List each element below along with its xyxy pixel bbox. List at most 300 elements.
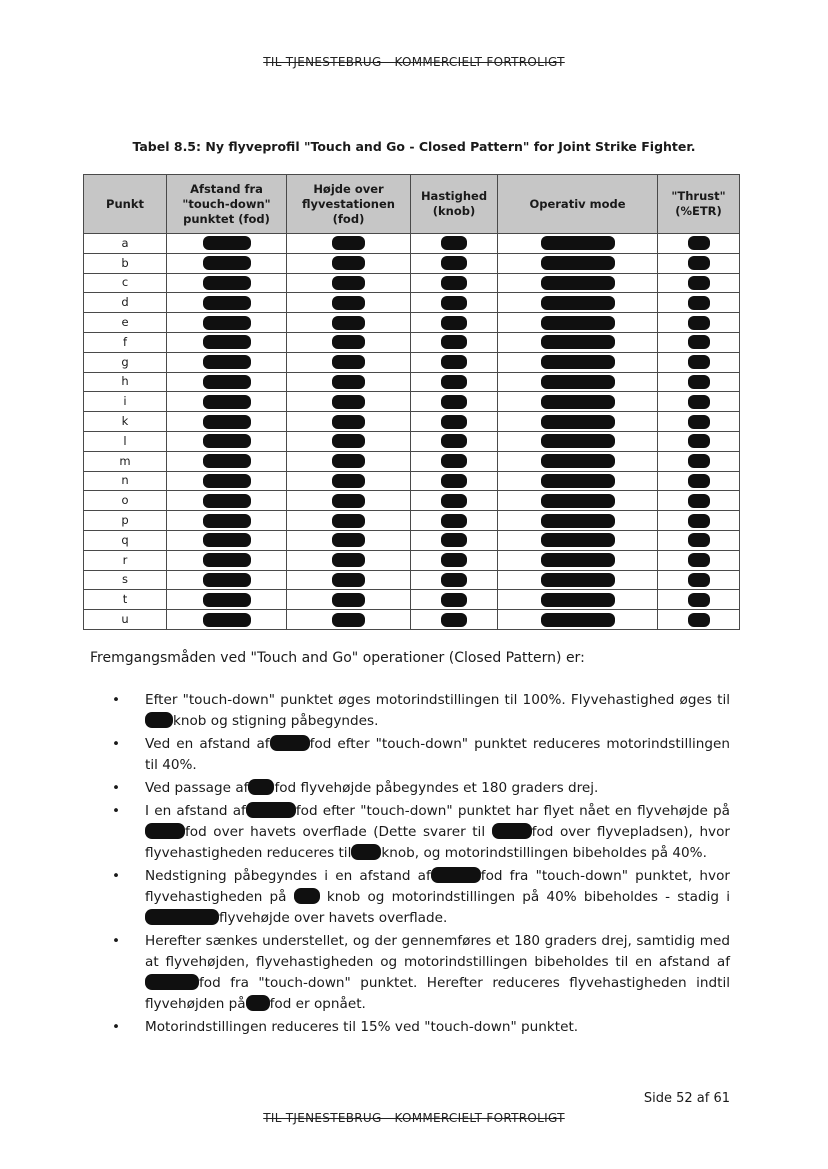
redaction <box>688 256 710 270</box>
table-row <box>84 273 740 293</box>
redacted-cell <box>167 253 287 273</box>
redacted-cell <box>287 372 411 392</box>
redacted-cell <box>658 491 740 511</box>
header-mode: Operativ mode <box>498 175 658 234</box>
step-text: knob og motorindstillingen på 40% bibeholdes - stadig i <box>319 889 730 905</box>
redaction <box>332 474 365 488</box>
redaction <box>203 236 251 250</box>
redaction <box>541 236 615 250</box>
redaction <box>332 553 365 567</box>
header-distance-line2: "touch-down" <box>182 196 271 211</box>
redaction <box>688 316 710 330</box>
redacted-cell <box>167 511 287 531</box>
redacted-cell <box>498 471 658 491</box>
redaction <box>332 494 365 508</box>
redaction <box>441 454 467 468</box>
table-row <box>84 610 740 630</box>
redaction <box>332 454 365 468</box>
redacted-cell <box>167 550 287 570</box>
redaction <box>203 415 251 429</box>
redaction <box>441 434 467 448</box>
redaction <box>332 276 365 290</box>
redaction <box>294 888 320 904</box>
redacted-cell <box>498 352 658 372</box>
redacted-cell <box>411 293 498 313</box>
redacted-cell <box>658 273 740 293</box>
redaction <box>688 355 710 369</box>
table-row <box>84 511 740 531</box>
procedure-step <box>112 778 730 799</box>
step-text: fod fra "touch-down" punktet. Herefter reduceres flyvehastigheden indtil flyvehøjden på <box>145 975 730 1012</box>
point-cell: p <box>84 511 167 531</box>
redaction <box>203 395 251 409</box>
redaction <box>688 474 710 488</box>
redaction <box>145 974 199 990</box>
redaction <box>203 494 251 508</box>
redaction <box>541 533 615 547</box>
header-thrust-line1: "Thrust" <box>671 189 726 203</box>
redacted-cell <box>287 491 411 511</box>
redaction <box>441 474 467 488</box>
redaction <box>332 355 365 369</box>
redaction <box>332 415 365 429</box>
redaction <box>203 434 251 448</box>
header-distance <box>167 175 287 234</box>
redaction <box>688 415 710 429</box>
redaction <box>203 474 251 488</box>
redaction <box>332 256 365 270</box>
header-distance-line3: punktet (fod) <box>183 211 270 226</box>
classification-footer: TIL TJENESTEBRUG - KOMMERCIELT FORTROLIGT <box>263 1111 565 1125</box>
redacted-cell <box>411 352 498 372</box>
redacted-cell <box>167 234 287 254</box>
redacted-cell <box>498 332 658 352</box>
step-text: Motorindstillingen reduceres til 15% ved "touch-down" punktet. <box>145 1019 579 1035</box>
redacted-cell <box>658 471 740 491</box>
redacted-cell <box>411 570 498 590</box>
procedure-intro: Fremgangsmåden ved "Touch and Go" operationer (Closed Pattern) er: <box>90 650 585 666</box>
redacted-cell <box>167 431 287 451</box>
redacted-cell <box>411 530 498 550</box>
point-cell: g <box>84 352 167 372</box>
redacted-cell <box>167 491 287 511</box>
redacted-cell <box>287 332 411 352</box>
redacted-cell <box>498 273 658 293</box>
redaction <box>332 296 365 310</box>
redaction <box>492 823 532 839</box>
header-speed-line1: Hastighed <box>420 189 488 203</box>
redaction <box>441 355 467 369</box>
point-cell: k <box>84 412 167 432</box>
step-text: Efter "touch-down" punktet øges motorindstillingen til 100%. Flyvehastighed øges til <box>145 692 730 708</box>
redaction <box>203 573 251 587</box>
redaction <box>688 573 710 587</box>
table-row <box>84 471 740 491</box>
redaction <box>332 533 365 547</box>
redacted-cell <box>498 392 658 412</box>
redacted-cell <box>498 451 658 471</box>
redaction <box>688 593 710 607</box>
redaction <box>541 415 615 429</box>
redaction <box>441 296 467 310</box>
redacted-cell <box>498 610 658 630</box>
point-cell: f <box>84 332 167 352</box>
redaction <box>332 514 365 528</box>
redacted-cell <box>287 530 411 550</box>
redacted-cell <box>287 610 411 630</box>
redaction <box>688 395 710 409</box>
table-row <box>84 352 740 372</box>
redacted-cell <box>287 431 411 451</box>
bullet: • <box>112 933 121 949</box>
redaction <box>541 316 615 330</box>
redacted-cell <box>287 471 411 491</box>
redaction <box>688 553 710 567</box>
redaction <box>441 593 467 607</box>
table-row <box>84 293 740 313</box>
redaction <box>688 454 710 468</box>
bullet: • <box>112 868 121 884</box>
redacted-cell <box>498 253 658 273</box>
redaction <box>688 236 710 250</box>
redacted-cell <box>498 431 658 451</box>
redaction <box>332 236 365 250</box>
redaction <box>688 533 710 547</box>
header-altitude-line3: (fod) <box>332 211 365 226</box>
redacted-cell <box>411 313 498 333</box>
point-cell: s <box>84 570 167 590</box>
redaction <box>441 375 467 389</box>
redaction <box>203 533 251 547</box>
redaction <box>541 296 615 310</box>
header-altitude <box>287 175 411 234</box>
redacted-cell <box>658 372 740 392</box>
redacted-cell <box>498 293 658 313</box>
redaction <box>431 867 481 883</box>
redacted-cell <box>498 511 658 531</box>
redacted-cell <box>658 352 740 372</box>
redacted-cell <box>287 412 411 432</box>
redaction <box>145 823 185 839</box>
redaction <box>203 296 251 310</box>
redacted-cell <box>411 451 498 471</box>
redacted-cell <box>411 550 498 570</box>
step-text: fod fra "touch-down" punktet, hvor flyvehastigheden på <box>145 868 730 905</box>
redacted-cell <box>411 610 498 630</box>
redaction <box>688 494 710 508</box>
procedure-step <box>112 1017 730 1038</box>
redacted-cell <box>287 392 411 412</box>
redacted-cell <box>498 412 658 432</box>
step-text: Nedstigning påbegyndes i en afstand af <box>145 868 431 884</box>
step-text: I en afstand af <box>145 803 246 819</box>
table-row <box>84 412 740 432</box>
redaction <box>246 995 270 1011</box>
redaction <box>441 553 467 567</box>
step-text: Herefter sænkes understellet, og der gennemføres et 180 graders drej, samtidig med at flyvehøjden, flyvehastigheden og motorindstillingen bibeholdes til en afstand af <box>145 933 730 970</box>
bullet: • <box>112 736 121 752</box>
redacted-cell <box>658 610 740 630</box>
redaction <box>441 316 467 330</box>
redacted-cell <box>658 392 740 412</box>
table-row <box>84 253 740 273</box>
step-text: knob og stigning påbegyndes. <box>173 713 379 729</box>
redaction <box>688 296 710 310</box>
redaction <box>203 256 251 270</box>
redaction <box>351 844 381 860</box>
point-cell: t <box>84 590 167 610</box>
redaction <box>541 395 615 409</box>
redaction <box>203 375 251 389</box>
step-text: fod er opnået. <box>269 996 366 1012</box>
step-text: Ved en afstand af <box>145 736 270 752</box>
redacted-cell <box>287 352 411 372</box>
redaction <box>441 236 467 250</box>
point-cell: u <box>84 610 167 630</box>
table-row <box>84 530 740 550</box>
redacted-cell <box>411 372 498 392</box>
redaction <box>145 909 219 925</box>
table-row <box>84 431 740 451</box>
redaction <box>541 375 615 389</box>
redacted-cell <box>167 530 287 550</box>
redacted-cell <box>167 352 287 372</box>
table-row <box>84 372 740 392</box>
redaction <box>688 276 710 290</box>
redaction <box>541 454 615 468</box>
header-speed <box>411 175 498 234</box>
redacted-cell <box>411 471 498 491</box>
redaction <box>541 553 615 567</box>
redacted-cell <box>498 372 658 392</box>
redacted-cell <box>167 273 287 293</box>
redaction <box>688 434 710 448</box>
bullet: • <box>112 1019 121 1035</box>
procedure-step <box>112 866 730 929</box>
redacted-cell <box>167 332 287 352</box>
redacted-cell <box>658 412 740 432</box>
header-point: Punkt <box>84 175 167 234</box>
redacted-cell <box>498 590 658 610</box>
classification-header: TIL TJENESTEBRUG - KOMMERCIELT FORTROLIGT <box>263 55 565 69</box>
bullet: • <box>112 692 121 708</box>
redaction <box>441 494 467 508</box>
redaction <box>145 712 173 728</box>
redaction <box>541 593 615 607</box>
point-cell: d <box>84 293 167 313</box>
redacted-cell <box>167 412 287 432</box>
procedure-step <box>112 931 730 1015</box>
redacted-cell <box>287 511 411 531</box>
redacted-cell <box>411 253 498 273</box>
table-row <box>84 590 740 610</box>
redacted-cell <box>167 610 287 630</box>
header-altitude-line1: Højde over <box>313 181 384 196</box>
redacted-cell <box>411 332 498 352</box>
redacted-cell <box>411 491 498 511</box>
bullet: • <box>112 780 121 796</box>
redaction <box>203 454 251 468</box>
redaction <box>541 355 615 369</box>
redacted-cell <box>658 451 740 471</box>
redacted-cell <box>167 293 287 313</box>
redacted-cell <box>658 530 740 550</box>
redaction <box>203 335 251 349</box>
flight-profile-table <box>83 174 740 630</box>
redacted-cell <box>287 234 411 254</box>
redacted-cell <box>411 234 498 254</box>
redaction <box>441 256 467 270</box>
step-text: knob, og motorindstillingen bibeholdes på 40%. <box>381 845 707 861</box>
step-text: fod over flyvepladsen), hvor flyvehastigheden reduceres til <box>145 824 731 861</box>
redacted-cell <box>411 431 498 451</box>
table-row <box>84 570 740 590</box>
redacted-cell <box>658 234 740 254</box>
redacted-cell <box>658 590 740 610</box>
redacted-cell <box>167 372 287 392</box>
redaction <box>203 553 251 567</box>
redacted-cell <box>498 530 658 550</box>
redacted-cell <box>167 313 287 333</box>
redaction <box>332 316 365 330</box>
table-row <box>84 392 740 412</box>
point-cell: q <box>84 530 167 550</box>
step-text: fod flyvehøjde påbegyndes et 180 graders drej. <box>274 780 599 796</box>
redaction <box>688 514 710 528</box>
table-header-row <box>84 175 740 234</box>
table-caption: Tabel 8.5: Ny flyveprofil "Touch and Go - Closed Pattern" for Joint Strike Fighter. <box>132 139 696 154</box>
redaction <box>541 335 615 349</box>
redacted-cell <box>287 570 411 590</box>
step-text: Ved passage af <box>145 780 249 796</box>
redaction <box>332 335 365 349</box>
step-text: flyvehøjde over havets overflade. <box>219 910 448 926</box>
redacted-cell <box>411 590 498 610</box>
redaction <box>688 375 710 389</box>
redaction <box>332 434 365 448</box>
procedure-list <box>112 690 730 1040</box>
redaction <box>541 256 615 270</box>
redaction <box>332 573 365 587</box>
redacted-cell <box>498 234 658 254</box>
redaction <box>203 276 251 290</box>
point-cell: m <box>84 451 167 471</box>
redacted-cell <box>287 313 411 333</box>
redacted-cell <box>411 273 498 293</box>
redacted-cell <box>287 590 411 610</box>
procedure-step <box>112 734 730 776</box>
redaction <box>248 779 274 795</box>
redaction <box>541 494 615 508</box>
point-cell: e <box>84 313 167 333</box>
redacted-cell <box>411 392 498 412</box>
header-thrust <box>658 175 740 234</box>
table-row <box>84 332 740 352</box>
redaction <box>332 375 365 389</box>
table-row <box>84 491 740 511</box>
page-number: Side 52 af 61 <box>643 1091 730 1106</box>
header-thrust-line2: (%ETR) <box>675 204 722 218</box>
redacted-cell <box>287 273 411 293</box>
header-speed-line2: (knob) <box>432 204 476 218</box>
redacted-cell <box>498 570 658 590</box>
redacted-cell <box>498 550 658 570</box>
redaction <box>441 415 467 429</box>
redacted-cell <box>658 550 740 570</box>
redacted-cell <box>287 293 411 313</box>
point-cell: l <box>84 431 167 451</box>
redacted-cell <box>658 313 740 333</box>
redaction <box>203 593 251 607</box>
redacted-cell <box>167 471 287 491</box>
table-row <box>84 451 740 471</box>
redacted-cell <box>658 511 740 531</box>
redaction <box>441 533 467 547</box>
bullet: • <box>112 803 121 819</box>
point-cell: i <box>84 392 167 412</box>
point-cell: h <box>84 372 167 392</box>
redaction <box>203 355 251 369</box>
point-cell: c <box>84 273 167 293</box>
point-cell: b <box>84 253 167 273</box>
redaction <box>441 573 467 587</box>
redaction <box>441 276 467 290</box>
redacted-cell <box>287 550 411 570</box>
redacted-cell <box>167 451 287 471</box>
redacted-cell <box>287 451 411 471</box>
redacted-cell <box>658 332 740 352</box>
point-cell: o <box>84 491 167 511</box>
redacted-cell <box>498 313 658 333</box>
redaction <box>441 613 467 627</box>
redaction <box>688 335 710 349</box>
point-cell: n <box>84 471 167 491</box>
redacted-cell <box>287 253 411 273</box>
redaction <box>203 316 251 330</box>
redaction <box>441 395 467 409</box>
point-cell: r <box>84 550 167 570</box>
redacted-cell <box>658 431 740 451</box>
header-altitude-line2: flyvestationen <box>302 196 395 211</box>
step-text: fod efter "touch-down" punktet har flyet nået en flyvehøjde på <box>295 803 730 819</box>
redaction <box>246 802 296 818</box>
redaction <box>441 335 467 349</box>
redaction <box>203 613 251 627</box>
redaction <box>441 514 467 528</box>
header-distance-line1: Afstand fra <box>190 181 263 196</box>
step-text: fod efter "touch-down" punktet reduceres motorindstillingen til 40%. <box>145 736 730 773</box>
redacted-cell <box>658 570 740 590</box>
redacted-cell <box>167 570 287 590</box>
table-row <box>84 313 740 333</box>
redacted-cell <box>167 590 287 610</box>
redacted-cell <box>167 392 287 412</box>
redacted-cell <box>498 491 658 511</box>
redaction <box>332 593 365 607</box>
redaction <box>541 613 615 627</box>
redaction <box>688 613 710 627</box>
table-row <box>84 234 740 254</box>
redacted-cell <box>411 511 498 531</box>
step-text: fod over havets overflade (Dette svarer til <box>185 824 492 840</box>
redaction <box>541 514 615 528</box>
table-row <box>84 550 740 570</box>
redaction <box>203 514 251 528</box>
redaction <box>332 395 365 409</box>
redaction <box>541 434 615 448</box>
redaction <box>541 573 615 587</box>
procedure-step <box>112 801 730 864</box>
